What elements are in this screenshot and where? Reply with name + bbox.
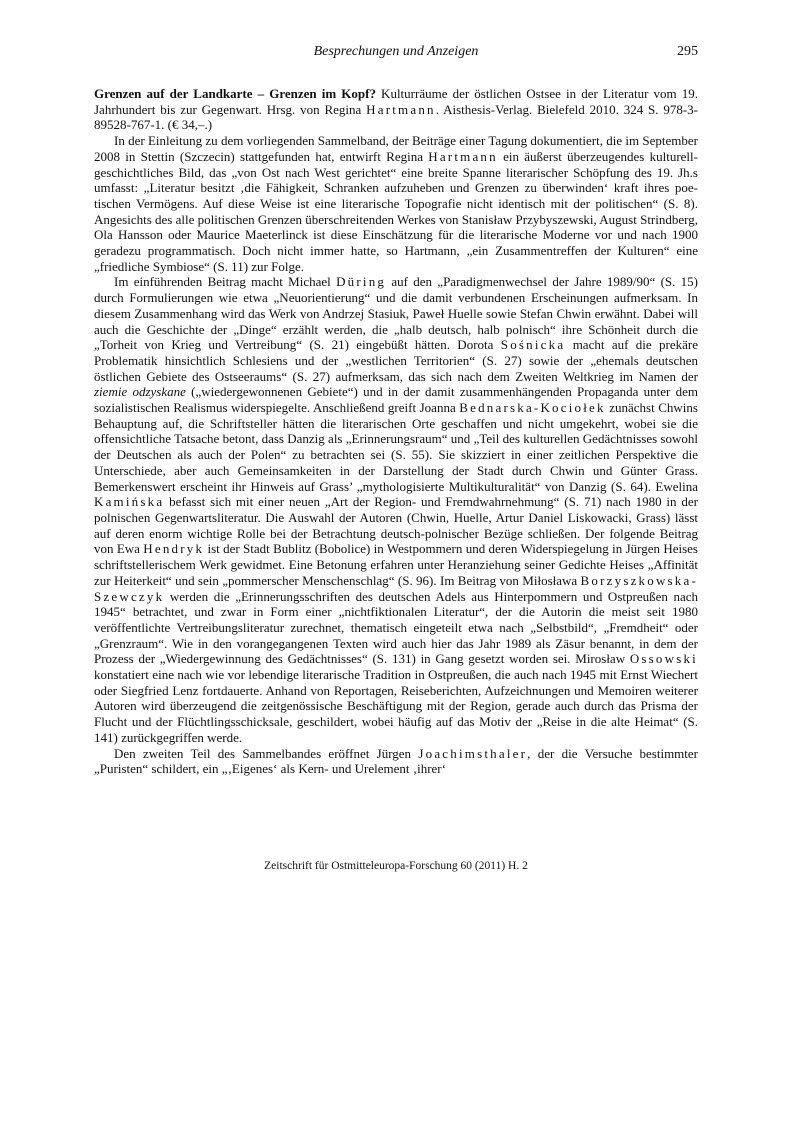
italic-term: ziemie odzyskane bbox=[94, 384, 186, 400]
author-name: Ossowski bbox=[629, 651, 698, 667]
journal-footer: Zeitschrift für Ostmitteleuropa-Forschung 60 (2011) H. 2 bbox=[264, 860, 528, 872]
paragraph-2 bbox=[94, 274, 698, 745]
bibliographic-reference bbox=[94, 86, 698, 133]
book-subtitle: Kulturräume der östlichen Ostsee in der Literatur vom 19. Jahrhundert bis zur Gegenwart. Hrsg. von Regina bbox=[94, 86, 698, 117]
text-run: In der Einleitung zu dem vorliegenden Sammelband, der Beiträge einer Tagung dokumentiert, die im September 2008 in Stettin (Szczecin) stattgefunden hat, entwirft Regina bbox=[94, 133, 698, 164]
author-name: Kamińska bbox=[94, 494, 165, 510]
text-run: Den zweiten Teil des Sammelbandes eröffnet Jürgen bbox=[114, 745, 419, 761]
author-name: Hendryk bbox=[143, 541, 205, 557]
text-run: , der die Versuche bestimmter „Puristen“ schildert, ein „‚Eigenes‘ als Kern- und Urelement ‚ihrer‘ bbox=[94, 745, 699, 777]
author-name: Düring bbox=[336, 274, 387, 290]
text-run: („wiedergewonnenen Gebiete“) und in der damit zusammenhängenden Propaganda unter dem sozialistischen Realismus widerspiegelte. Anschließend greift Joanna bbox=[94, 384, 698, 416]
text-run: konstatiert eine nach wie vor lebendige literarische Tradition in Ostpreußen, die auch nach 1945 mit Ernst Wiechert oder Siegfried Lenz fortdauerte. Anhand von Reportagen, Reiseberichten, Aufzeichnungen und Memoiren weiterer Autoren wird überzeugend die zeitgenössische Beschäftigung mit der Region, gerade auch durch das Prisma der Flucht und der Flüchtlingsschicksale, geschildert, wobei häufig auf das Motiv der „Reise in die alte Heimat“ (S. 141) zurückgegriffen werde. bbox=[94, 667, 698, 745]
page-number: 295 bbox=[677, 44, 698, 59]
text-run: befasst sich mit einer neuen „Art der Region- und Fremdwahrnehmung“ (S. 71) nach 1980 in der polnischen Gegenwartsliteratur. Die Auswahl der Autoren (Chwin, Huelle, Artur Daniel Liskowacki, Grass) lässt auf deren enorm wichtige Rolle bei der Betrachtung deutsch-polnischer Bezüge schließen. Der folgende Beitrag von Ewa bbox=[94, 494, 698, 557]
review-body bbox=[94, 86, 698, 777]
text-run: Im einführenden Beitrag macht Michael bbox=[114, 274, 337, 290]
author-name: Bednarska-Kociołek bbox=[459, 400, 606, 416]
text-run: auf den „Paradigmenwechsel der Jahre 1989/90“ (S. 15) durch Formulierungen wie etwa „Neuorientierung“ und die damit verbundenen Erscheinungen aufmerksam. In diesem Zusammenhang wird das Werk von Andrzej Stasiuk, Paweł Huelle sowie Stefan Chwin erwähnt. Dabei will auch die Geschichte der „Dinge“ erzählt werden, die „halb deutsch, halb polnisch“ ihre Schönheit durch die „Torheit von Krieg und Vertreibung“ (S. 21) eingebüßt hätten. Dorota bbox=[94, 274, 698, 353]
book-title: Grenzen auf der Landkarte – Grenzen im Kopf? bbox=[94, 86, 376, 101]
publication-details: . Aisthesis-Verlag. Bielefeld 2010. 324 S. 978-3-89528-767-1. (€ 34,–.) bbox=[94, 101, 699, 133]
text-run: ist der Stadt Bublitz (Bobolice) in Westpommern und deren Widerspiegelung in Jürgen Heises schriftstellerischem Werk gewidmet. Eine Betonung erfahren unter Heranziehung seiner Gedichte Heises „Affinität zur Heiterkeit“ und sein „pommerscher Menschenschlag“ (S. 96). Im Beitrag von Miłosława bbox=[94, 541, 698, 588]
text-run: macht auf die prekäre Problematik hinsichtlich Schlesiens und der „westlichen Territorien“ (S. 27) sowie der „ehemals deutschen östlichen Gebiete des Ostseeraums“ (S. 27) aufmerksam, das sich nach dem Zweiten Weltkrieg im Namen der bbox=[94, 337, 698, 384]
author-name: Sośnicka bbox=[500, 337, 566, 353]
text-run: zunächst Chwins Behauptung auf, die Schriftsteller hätten die literarischen Orte geschaffen und nicht umgekehrt, wobei sie die offensichtliche Tatsache betont, dass Danzig als „Erinnerungsraum“ und „Teil des kulturellen Gedächtnisses sowohl der Deutschen als auch der Polen“ zu betrachten sei (S. 55). Sie skizziert in einer zeitlichen Perspektive die Unterschiede, aber auch Gemeinsamkeiten in der Darstellung der Stadt durch Chwin und Günter Grass. Bemerkenswert erscheint ihr Hinweis auf Grass’ „mythologisierte Multikulturalität“ von Danzig (S. 64). Ewelina bbox=[94, 400, 698, 494]
running-title: Besprechungen und Anzeigen bbox=[313, 44, 479, 59]
author-name: Hartmann bbox=[428, 148, 498, 164]
editor-name: Hartmann bbox=[366, 101, 436, 117]
author-name: Borzyszkowska-Szewczyk bbox=[94, 572, 698, 604]
paragraph-3 bbox=[94, 746, 698, 777]
page-header bbox=[94, 44, 698, 64]
author-name: Joachimsthaler bbox=[418, 745, 528, 761]
paragraph-1 bbox=[94, 133, 698, 274]
text-run: werden die „Erinnerungsschriften des deutschen Adels aus Hinterpommern und Ostpreußen nach 1945“ betrachtet, und zwar in Form einer „nichtfiktionalen Literatur“, der die Autorin die meist seit 1980 veröffentlichte Vertreibungsliteratur zurechnet, thematisch eingeteilt etwa nach „Selbstbild“, „Fremdheit“ oder „Grenzraum“. Wie in den vorangegangenen Texten wird auch hier das Jahr 1989 als Zäsur benannt, in dem der Prozess der „Wiedergewinnung des Gedächtnisses“ (S. 131) in Gang gesetzt worden sei. Mirosław bbox=[94, 588, 698, 667]
text-run: ein äußerst überzeugendes kulturell-geschichtliches Bild, das „von Ost nach West gerichtet“ eine breite Spanne literarischer Schöpfung des 19. Jh.s umfasst: „Literatur besitzt ‚die Fähigkeit, Schranken aufzuheben und Grenzen zu überwinden‘ kraft ihres poetischen Vermögens. Auf diese Weise ist eine literarische Topografie nicht identisch mit der politischen“ (S. 8). Angesichts des alle politischen Grenzen überschreitenden Werkes von Stanisław Przybyszewski, August Strindberg, Ola Hansson oder Maurice Maeterlinck ist diese Einschätzung für die literarische Moderne vor und nach 1900 geradezu programmatisch. Doch nicht immer hatte, so Hartmann, „ein Zusammentreffen der Kulturen“ eine „friedliche Symbiose“ (S. 11) zur Folge. bbox=[94, 148, 698, 274]
